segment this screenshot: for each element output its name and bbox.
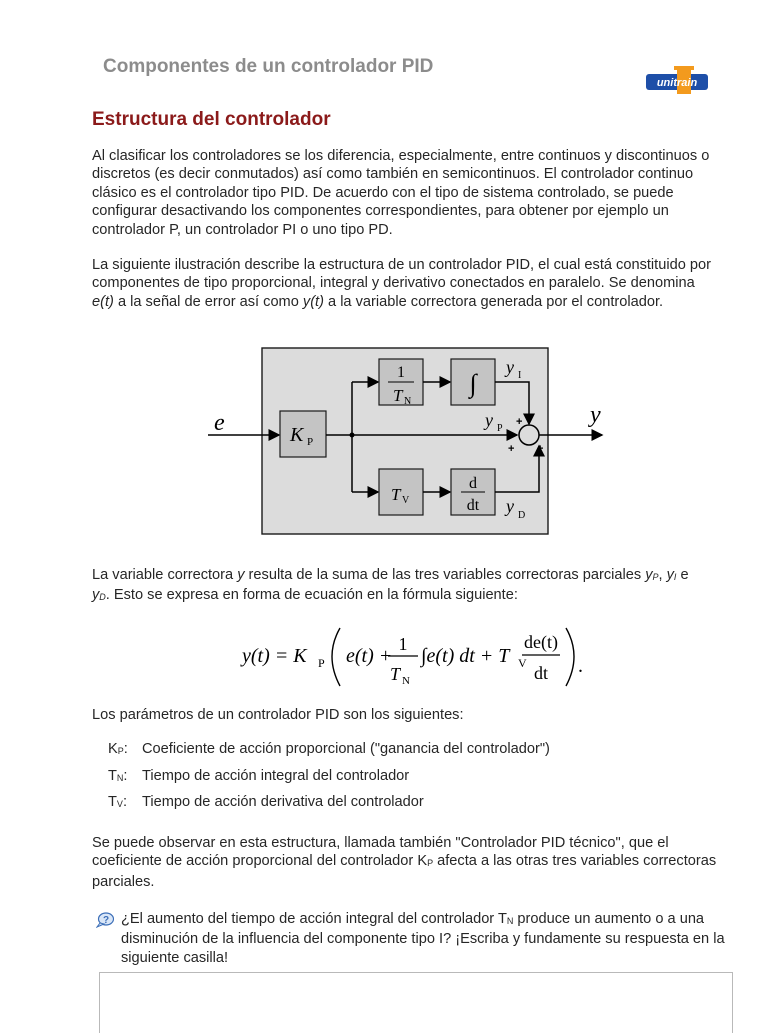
- logo-text: unitrain: [656, 77, 698, 89]
- pid-formula: [238, 622, 598, 690]
- section-title: Estructura del controlador: [92, 109, 331, 130]
- paragraph-intro: Al clasificar los controladores se los diferencia, especialmente, entre continuos y discontinuos o discretos (es decir conmutados) así como también en semicontinuos. El controlador continuo clásico es el controlador tipo PID. De acuerdo con el tipo de sistema controlado, se puede configurar desactivando los componentes correspondientes, para obtener por ejemplo un controlador P, un controlador PI o uno tipo PD.: [92, 148, 710, 238]
- svg-text:T: T: [390, 664, 401, 684]
- svg-text:P: P: [307, 436, 314, 448]
- diagram-kp: K: [290, 424, 304, 446]
- svg-text:P: P: [497, 423, 503, 434]
- unitrain-logo: [646, 66, 708, 94]
- svg-text:I: I: [518, 370, 522, 381]
- svg-text:y: y: [485, 410, 493, 430]
- svg-text:∫: ∫: [469, 369, 477, 398]
- svg-text:e(t) +: e(t) +: [346, 645, 393, 667]
- svg-text:y: y: [506, 357, 514, 377]
- svg-text:D: D: [518, 510, 526, 521]
- svg-text:?: ?: [102, 915, 110, 926]
- svg-text:V: V: [402, 495, 410, 506]
- param-kp: KP: Coeficiente de acción proporcional ("ganancia del controlador"): [108, 741, 550, 757]
- svg-text:N: N: [404, 396, 412, 407]
- svg-text:de(t): de(t): [524, 632, 558, 652]
- paragraph-kp-effect: Se puede observar en esta estructura, llamada también "Controlador PID técnico", que el coeficiente de acción proporcional del controlador KP afecta a las otras tres variables correctoras parciales.: [92, 835, 717, 890]
- svg-text:T: T: [393, 386, 403, 405]
- param-tv: TV: Tiempo de acción derivativa del controlador: [108, 794, 424, 810]
- svg-text:dt: dt: [466, 497, 480, 514]
- svg-text:d: d: [469, 475, 477, 492]
- paragraph-params-intro: Los parámetros de un controlador PID son los siguientes:: [92, 707, 464, 723]
- svg-text:+: +: [516, 416, 523, 428]
- svg-text:y: y: [506, 496, 514, 516]
- speech-bubble-icon: [96, 912, 114, 928]
- svg-text:.: .: [578, 655, 583, 677]
- param-tn: TN: Tiempo de acción integral del controlador: [108, 767, 410, 784]
- svg-text:1: 1: [397, 364, 405, 381]
- svg-text:N: N: [402, 675, 410, 687]
- pid-block-diagram: [208, 346, 624, 536]
- page-header-title: Componentes de un controlador PID: [103, 56, 434, 77]
- paragraph-structure: La siguiente ilustración describe la estructura de un controlador PID, el cual está constituido por componentes de tipo proporcional, integral y derivativo conectados en paralelo. Se denomina e(t) a la señal de error así como y(t) a la variable correctora generada por el controlador.: [92, 257, 711, 310]
- diagram-input-e: e: [214, 410, 225, 436]
- question-text: ¿El aumento del tiempo de acción integral del controlador TN produce un aumento o a una disminución de la influencia del componente tipo I? ¡Escriba y fundamente su respuesta en la siguiente casilla!: [121, 911, 725, 966]
- paragraph-corrective-variable: La variable correctora y resulta de la suma de las tres variables correctoras parciales yP, yI e yD. Esto se expresa en forma de ecuación en la fórmula siguiente:: [92, 567, 689, 604]
- svg-text:P: P: [318, 656, 325, 670]
- svg-text:y(t) = K: y(t) = K: [242, 645, 307, 667]
- svg-text:dt: dt: [533, 663, 549, 683]
- svg-text:T: T: [391, 485, 401, 504]
- diagram-output-y: y: [590, 402, 601, 428]
- params-list: [108, 740, 550, 820]
- svg-text:+: +: [537, 443, 544, 455]
- svg-text:V: V: [518, 656, 527, 670]
- svg-text:∫e(t) dt + T: ∫e(t) dt + T: [421, 645, 510, 667]
- svg-text:+: +: [508, 443, 515, 455]
- svg-text:1: 1: [398, 634, 408, 654]
